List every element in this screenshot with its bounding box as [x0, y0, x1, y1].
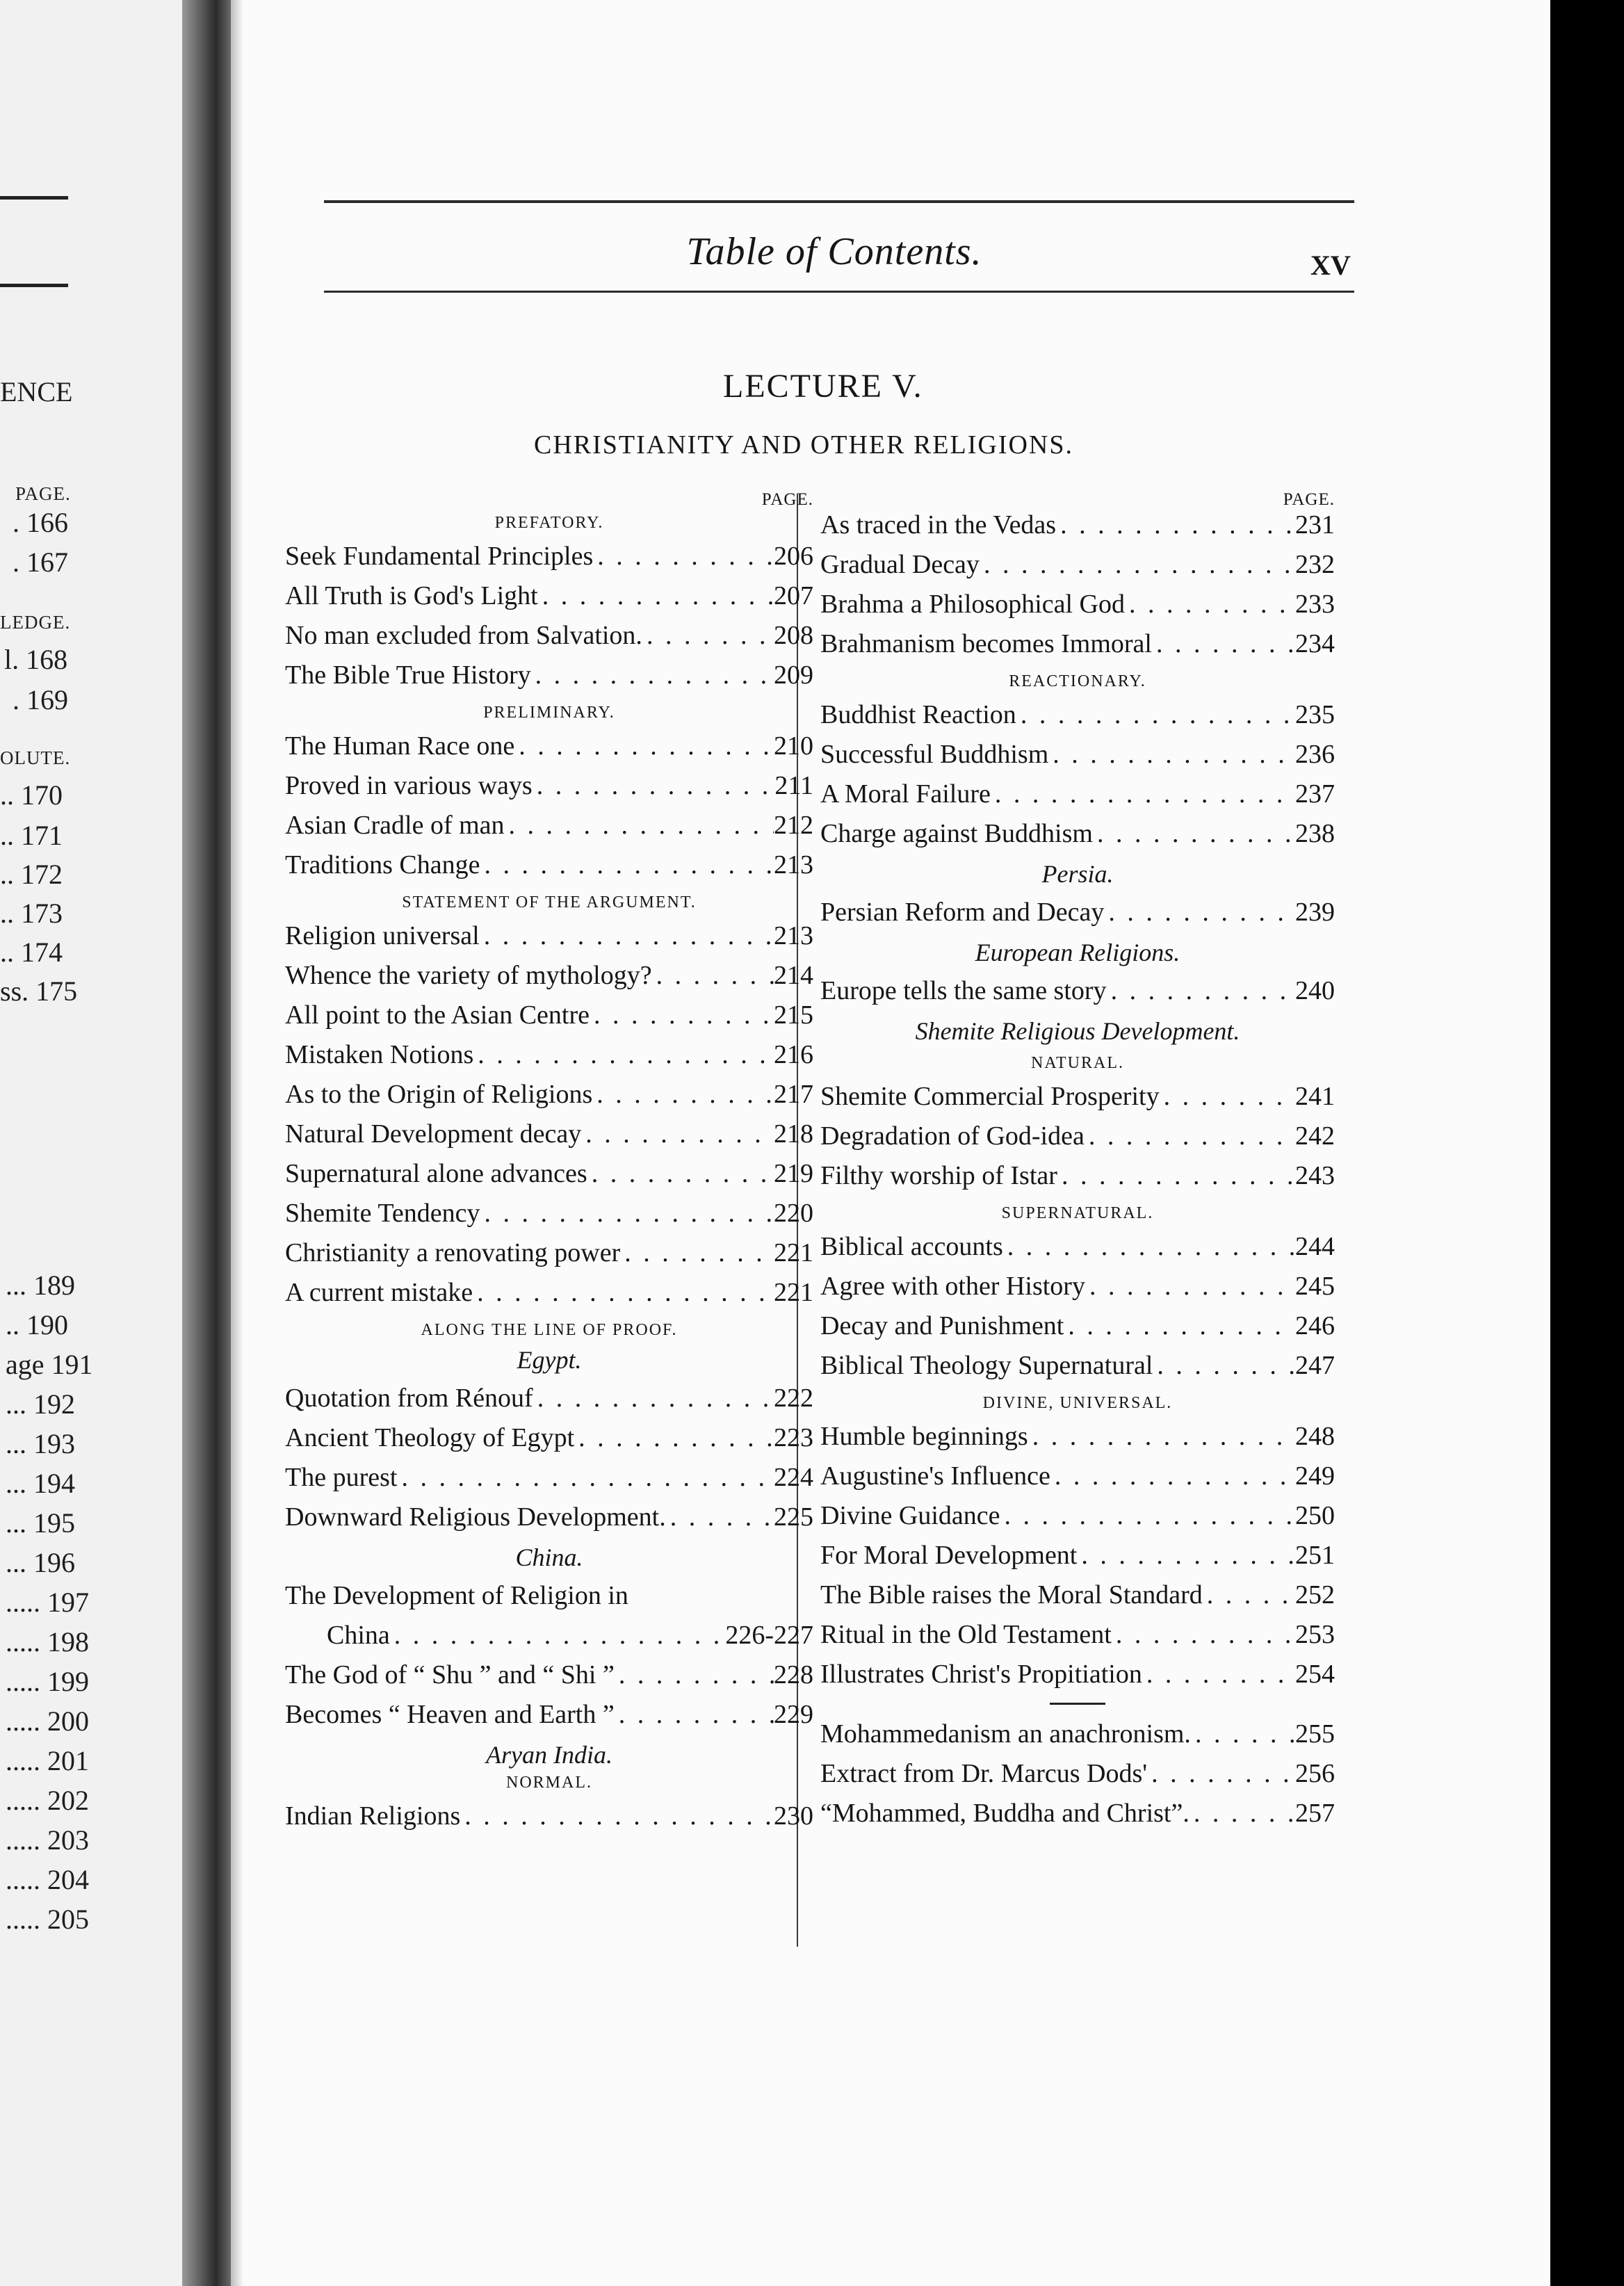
toc-entry-page: 209 [774, 660, 813, 690]
right-column [820, 490, 1335, 1833]
toc-entry-title: Humble beginnings [820, 1422, 1028, 1451]
toc-entry [820, 695, 1335, 735]
leader-dots [505, 806, 774, 845]
leader-dots [460, 1797, 774, 1836]
toc-entry [285, 766, 813, 806]
toc-entry-page: 210 [774, 731, 813, 761]
toc-entry-page: 234 [1295, 629, 1335, 658]
entry-list-china [285, 1655, 813, 1735]
toc-entry-page: 208 [774, 621, 813, 650]
leader-dots [1203, 1575, 1295, 1615]
toc-entry [285, 537, 813, 576]
leader-dots [1107, 971, 1295, 1011]
leader-dots [473, 1035, 774, 1075]
leader-dots [980, 545, 1295, 585]
toc-entry-page: 232 [1295, 550, 1335, 579]
leader-dots [514, 727, 774, 766]
leader-dots [1050, 1457, 1295, 1496]
previous-page-line: .. 174 [0, 937, 63, 968]
toc-entry [285, 1154, 813, 1194]
toc-entry [285, 727, 813, 766]
toc-entry-page: 225 [774, 1502, 813, 1532]
toc-entry [820, 545, 1335, 585]
entry-list-closing [820, 1714, 1335, 1833]
toc-entry [285, 845, 813, 885]
previous-page-line: ..... 197 [6, 1587, 89, 1618]
leader-dots [991, 775, 1295, 814]
toc-entry [820, 1794, 1335, 1833]
toc-entry-title: Agree with other History [820, 1272, 1085, 1301]
leader-dots [531, 656, 774, 695]
previous-page-line: ..... 205 [6, 1904, 89, 1935]
leader-dots [1152, 624, 1295, 664]
previous-page-line: .. 173 [0, 898, 63, 929]
toc-entry-title: Buddhist Reaction [820, 700, 1016, 729]
section-heading-statement: STATEMENT OF THE ARGUMENT. [402, 893, 697, 911]
previous-page-line: ... 194 [6, 1468, 75, 1499]
entry-list-persia [820, 893, 1335, 932]
previous-page-line: .. 172 [0, 859, 63, 890]
toc-entry-page: 220 [774, 1199, 813, 1228]
toc-entry-title: “Mohammed, Buddha and Christ”. [820, 1799, 1189, 1828]
toc-entry-title: A Moral Failure [820, 779, 991, 809]
toc-entry-page: 247 [1295, 1351, 1335, 1380]
previous-page-line: .. 170 [0, 779, 63, 811]
toc-entry [285, 576, 813, 616]
section-heading-china: China. [515, 1543, 583, 1571]
toc-entry [820, 1575, 1335, 1615]
previous-page-line: ss. 175 [0, 975, 78, 1007]
previous-page-line: ..... 204 [6, 1864, 89, 1895]
toc-entry-page: 230 [774, 1801, 813, 1831]
toc-entry-title: Filthy worship of Istar [820, 1161, 1057, 1190]
toc-entry-title: As to the Origin of Religions [285, 1080, 593, 1109]
toc-entry-page: 219 [774, 1159, 813, 1188]
toc-entry-page: 206 [774, 542, 813, 571]
toc-entry-page: 224 [774, 1463, 813, 1492]
leader-dots [390, 1616, 726, 1655]
leader-dots [1147, 1754, 1295, 1794]
toc-entry [820, 624, 1335, 664]
toc-entry [285, 1035, 813, 1075]
previous-page-edge [0, 0, 182, 2286]
toc-entry [820, 505, 1335, 545]
section-heading-shemite: Shemite Religious Development. [915, 1017, 1240, 1045]
lecture-title: LECTURE V. [723, 368, 923, 405]
toc-entry-title: Traditions Change [285, 850, 480, 879]
toc-entry-title: No man excluded from Salvation. [285, 621, 642, 650]
toc-entry-title: Europe tells the same story [820, 976, 1107, 1005]
previous-page-line: ... 193 [6, 1428, 75, 1459]
leader-dots [642, 616, 774, 656]
toc-entry [820, 1346, 1335, 1386]
toc-entry-title: Gradual Decay [820, 550, 980, 579]
leader-dots [574, 1418, 774, 1458]
toc-entry [820, 893, 1335, 932]
toc-entry-page: 255 [1295, 1719, 1335, 1749]
toc-entry [285, 1458, 813, 1498]
leader-dots [1189, 1794, 1295, 1833]
toc-entry-title: Mistaken Notions [285, 1040, 474, 1069]
toc-entry [285, 1233, 813, 1273]
toc-entry-title: Charge against Buddhism [820, 819, 1093, 848]
entry-list-reactionary [820, 695, 1335, 854]
toc-entry-title: Seek Fundamental Principles [285, 542, 594, 571]
toc-entry-title: Quotation from Rénouf [285, 1384, 533, 1413]
previous-page-line: ... 189 [6, 1270, 75, 1301]
toc-entry-page: 221 [774, 1238, 813, 1267]
toc-entry-page: 242 [1295, 1121, 1335, 1151]
previous-page-line: ... 196 [6, 1547, 75, 1578]
section-heading-proof: ALONG THE LINE OF PROOF. [421, 1321, 678, 1339]
toc-entry [285, 1655, 813, 1695]
leader-dots [1056, 505, 1295, 545]
leader-dots [538, 576, 774, 616]
toc-entry-page: 213 [774, 850, 813, 879]
leader-dots [1064, 1306, 1295, 1346]
leader-dots [592, 1075, 774, 1114]
section-heading-divine: DIVINE, UNIVERSAL. [982, 1394, 1173, 1412]
toc-entry [285, 1379, 813, 1418]
leader-dots [1125, 585, 1295, 624]
toc-entry-title: Asian Cradle of man [285, 811, 505, 840]
leader-dots [473, 1273, 774, 1313]
toc-entry [285, 1695, 813, 1735]
entry-list-statement [285, 916, 813, 1313]
leader-dots [620, 1233, 774, 1273]
toc-entry-title: As traced in the Vedas [820, 510, 1057, 540]
toc-entry [820, 1417, 1335, 1457]
toc-entry-page: 216 [774, 1040, 813, 1069]
toc-entry-page: 243 [1295, 1161, 1335, 1190]
previous-page-line: l. 168 [4, 644, 68, 675]
toc-entry-page: 231 [1295, 510, 1335, 540]
toc-entry-title: Religion universal [285, 921, 480, 950]
toc-entry [820, 1117, 1335, 1156]
toc-entry [820, 1077, 1335, 1117]
leader-dots [533, 766, 775, 806]
toc-entry-title: For Moral Development [820, 1541, 1078, 1570]
entry-list-india [285, 1797, 813, 1836]
toc-entry-page: 241 [1295, 1082, 1335, 1111]
toc-entry-title: Indian Religions [285, 1801, 461, 1831]
toc-entry-title: Divine Guidance [820, 1501, 1000, 1530]
section-heading-india: Aryan India. [486, 1741, 612, 1769]
toc-entry-line2: China [327, 1621, 390, 1650]
entry-list-natural [820, 1077, 1335, 1196]
toc-entry-page: 228 [774, 1660, 813, 1689]
scan-border [1550, 0, 1624, 2286]
toc-entry-title: Supernatural alone advances [285, 1159, 587, 1188]
toc-entry-title: Mohammedanism an anachronism. [820, 1719, 1191, 1749]
toc-entry [285, 1075, 813, 1114]
leader-dots [1112, 1615, 1295, 1655]
toc-entry-page: 229 [774, 1700, 813, 1729]
toc-entry [820, 1536, 1335, 1575]
header-rule-top [324, 200, 1354, 203]
toc-entry [820, 1754, 1335, 1794]
leader-dots [1104, 893, 1295, 932]
toc-entry-page: 214 [774, 961, 813, 990]
previous-page-line: ... 195 [6, 1507, 75, 1539]
toc-entry [285, 956, 813, 996]
toc-entry-title: Natural Development decay [285, 1119, 582, 1149]
toc-entry-page: 249 [1295, 1461, 1335, 1491]
toc-entry-title: The God of “ Shu ” and “ Shi ” [285, 1660, 615, 1689]
previous-page-line: .. 190 [6, 1309, 68, 1340]
toc-entry [285, 1418, 813, 1458]
toc-entry-page: 235 [1295, 700, 1335, 729]
previous-page-line: age 191 [6, 1349, 93, 1380]
toc-entry-title: Biblical accounts [820, 1232, 1003, 1261]
lecture-subtitle: CHRISTIANITY AND OTHER RELIGIONS. [534, 430, 1073, 460]
toc-entry-title: Becomes “ Heaven and Earth ” [285, 1700, 615, 1729]
toc-entry-title: All point to the Asian Centre [285, 1000, 590, 1030]
toc-entry-title: Ritual in the Old Testament [820, 1620, 1112, 1649]
previous-page-page-label: PAGE. [15, 483, 71, 504]
previous-page-line: ..... 201 [6, 1745, 89, 1776]
leader-dots [587, 1154, 774, 1194]
toc-entry-page: 239 [1295, 898, 1335, 927]
toc-entry-page: 240 [1295, 976, 1335, 1005]
toc-entry-page: 213 [774, 921, 813, 950]
leader-dots [652, 956, 774, 996]
previous-page-rule-top [0, 196, 68, 200]
toc-entry-page: 236 [1295, 740, 1335, 769]
leader-dots [480, 916, 774, 956]
toc-entry [820, 735, 1335, 775]
previous-page-line: ..... 198 [6, 1626, 89, 1657]
toc-entry [285, 1273, 813, 1313]
toc-entry [820, 1227, 1335, 1267]
toc-entry-title: Brahma a Philosophical God [820, 590, 1125, 619]
section-heading-supernatural: SUPERNATURAL. [1001, 1204, 1154, 1222]
leader-dots [581, 1114, 774, 1154]
toc-entry-page: 223 [774, 1423, 813, 1452]
toc-entry-title: A current mistake [285, 1278, 473, 1307]
toc-entry-page: 252 [1295, 1580, 1335, 1610]
leader-dots [1077, 1536, 1295, 1575]
toc-entry [285, 806, 813, 845]
toc-entry [285, 616, 813, 656]
page-column-label: PAGE. [761, 490, 813, 509]
previous-page-label-b: LEDGE. [0, 612, 71, 633]
toc-entry-page: 248 [1295, 1422, 1335, 1451]
toc-entry-wrapped [285, 1576, 813, 1655]
toc-entry-page: 211 [774, 771, 813, 800]
toc-entry [285, 1194, 813, 1233]
toc-entry-title: Shemite Tendency [285, 1199, 480, 1228]
toc-entry-title: Whence the variety of mythology? [285, 961, 652, 990]
leader-dots [615, 1695, 774, 1735]
toc-entry-title: Degradation of God-idea [820, 1121, 1085, 1151]
toc-entry [285, 656, 813, 695]
leader-dots [480, 1194, 774, 1233]
toc-entry-title: All Truth is God's Light [285, 581, 538, 610]
toc-entry-title: Shemite Commercial Prosperity [820, 1082, 1160, 1111]
leader-dots [397, 1458, 774, 1498]
toc-entry [820, 1496, 1335, 1536]
section-heading-preliminary: PRELIMINARY. [483, 704, 615, 722]
toc-entry-page: 244 [1295, 1232, 1335, 1261]
section-heading-european: European Religions. [975, 939, 1180, 966]
previous-page-line: ..... 199 [6, 1666, 89, 1697]
previous-page-line: ..... 200 [6, 1705, 89, 1737]
toc-entry-title: Biblical Theology Supernatural [820, 1351, 1153, 1380]
toc-entry-title: Downward Religious Development. [285, 1502, 666, 1532]
leader-dots [1142, 1655, 1295, 1694]
toc-entry [820, 1156, 1335, 1196]
section-heading-reactionary: REACTIONARY. [1009, 672, 1146, 690]
toc-entry-title: The Bible raises the Moral Standard [820, 1580, 1203, 1610]
toc-entry-page: 215 [774, 1000, 813, 1030]
previous-page-line: . 166 [13, 507, 68, 538]
toc-entry-page: 253 [1295, 1620, 1335, 1649]
leader-dots [590, 996, 774, 1035]
entry-list-european [820, 971, 1335, 1011]
leader-dots [1048, 735, 1295, 775]
leader-dots [593, 537, 774, 576]
entry-list-egypt [285, 1379, 813, 1537]
toc-entry-title: The Human Race one [285, 731, 515, 761]
previous-page-rule-bottom [0, 284, 68, 287]
toc-entry-title: Christianity a renovating power [285, 1238, 621, 1267]
toc-entry-page: 221 [774, 1278, 813, 1307]
toc-entry-page: 212 [774, 811, 813, 840]
toc-entry [285, 1797, 813, 1836]
toc-entry-page: 246 [1295, 1311, 1335, 1340]
entry-list-preliminary [285, 727, 813, 885]
toc-entry-page: 245 [1295, 1272, 1335, 1301]
entry-list-vedas [820, 505, 1335, 664]
toc-entry [820, 775, 1335, 814]
toc-entry-page: 238 [1295, 819, 1335, 848]
section-heading-egypt: Egypt. [517, 1346, 582, 1374]
page-number: XV [1310, 250, 1351, 281]
running-header-title: Table of Contents. [686, 230, 982, 273]
toc-entry [820, 814, 1335, 854]
leader-dots [1085, 1267, 1295, 1306]
toc-entry [285, 916, 813, 956]
toc-entry [820, 1306, 1335, 1346]
toc-entry [820, 1714, 1335, 1754]
toc-entry-page: 254 [1295, 1660, 1335, 1689]
entry-list-prefatory [285, 537, 813, 695]
leader-dots [1093, 814, 1295, 854]
toc-entry-title: Augustine's Influence [820, 1461, 1050, 1491]
toc-entry-title: Proved in various ways [285, 771, 533, 800]
section-separator [1050, 1703, 1105, 1705]
leader-dots [1085, 1117, 1295, 1156]
toc-entry [820, 1457, 1335, 1496]
leader-dots [1000, 1496, 1295, 1536]
toc-entry [820, 1267, 1335, 1306]
header-rule-bottom [324, 291, 1354, 293]
entry-list-supernatural [820, 1227, 1335, 1386]
toc-entry-page: 217 [774, 1080, 813, 1109]
previous-page-line: ..... 203 [6, 1824, 89, 1856]
toc-entry-title: Ancient Theology of Egypt [285, 1423, 575, 1452]
toc-entry-title: Illustrates Christ's Propitiation [820, 1660, 1142, 1689]
section-heading-natural: NATURAL. [1031, 1054, 1124, 1072]
previous-page-line: .. 171 [0, 820, 63, 851]
leader-dots [1028, 1417, 1295, 1457]
section-heading-persia: Persia. [1041, 860, 1114, 888]
leader-dots [615, 1655, 774, 1695]
section-heading-prefatory: PREFATORY. [494, 514, 604, 532]
toc-entry-page: 256 [1295, 1759, 1335, 1788]
toc-entry-page: 237 [1295, 779, 1335, 809]
toc-entry-title: Brahmanism becomes Immoral [820, 629, 1152, 658]
toc-entry-title: Persian Reform and Decay [820, 898, 1105, 927]
toc-entry [820, 1615, 1335, 1655]
page-shadow [231, 0, 243, 2286]
toc-entry [820, 585, 1335, 624]
left-column [285, 490, 813, 1836]
toc-entry-title: Extract from Dr. Marcus Dods' [820, 1759, 1148, 1788]
book-gutter [182, 0, 231, 2286]
leader-dots [1003, 1227, 1295, 1267]
leader-dots [533, 1379, 774, 1418]
previous-page-label-c: OLUTE. [0, 747, 71, 768]
leader-dots [1153, 1346, 1295, 1386]
toc-entry-title: The purest [285, 1463, 398, 1492]
toc-entry-line1: The Development of Religion in [285, 1581, 628, 1610]
previous-page-heading-fragment: ENCE [0, 376, 73, 407]
toc-entry-title: Successful Buddhism [820, 740, 1049, 769]
entry-list-divine [820, 1417, 1335, 1694]
leader-dots [1160, 1077, 1295, 1117]
section-heading-normal: NORMAL. [505, 1774, 592, 1792]
leader-dots [1191, 1714, 1295, 1754]
leader-dots [666, 1498, 774, 1537]
toc-entry-page: 226-227 [725, 1621, 813, 1650]
toc-entry-page: 207 [774, 581, 813, 610]
toc-entry-title: The Bible True History [285, 660, 531, 690]
leader-dots [1057, 1156, 1295, 1196]
toc-entry [285, 1498, 813, 1537]
toc-entry-page: 251 [1295, 1541, 1335, 1570]
toc-entry-page: 222 [774, 1384, 813, 1413]
previous-page-line: . 169 [13, 684, 68, 715]
toc-entry-title: Decay and Punishment [820, 1311, 1064, 1340]
toc-entry-page: 250 [1295, 1501, 1335, 1530]
previous-page-line: ..... 202 [6, 1785, 89, 1816]
previous-page-line: ... 192 [6, 1388, 75, 1420]
leader-dots [480, 845, 774, 885]
page-column-label: PAGE. [1283, 490, 1335, 509]
toc-entry [820, 971, 1335, 1011]
toc-entry-page: 257 [1295, 1799, 1335, 1828]
toc-entry-page: 218 [774, 1119, 813, 1149]
toc-entry [820, 1655, 1335, 1694]
previous-page-line: . 167 [13, 546, 68, 578]
toc-entry [285, 996, 813, 1035]
leader-dots [1016, 695, 1295, 735]
toc-entry [285, 1114, 813, 1154]
toc-entry-page: 233 [1295, 590, 1335, 619]
